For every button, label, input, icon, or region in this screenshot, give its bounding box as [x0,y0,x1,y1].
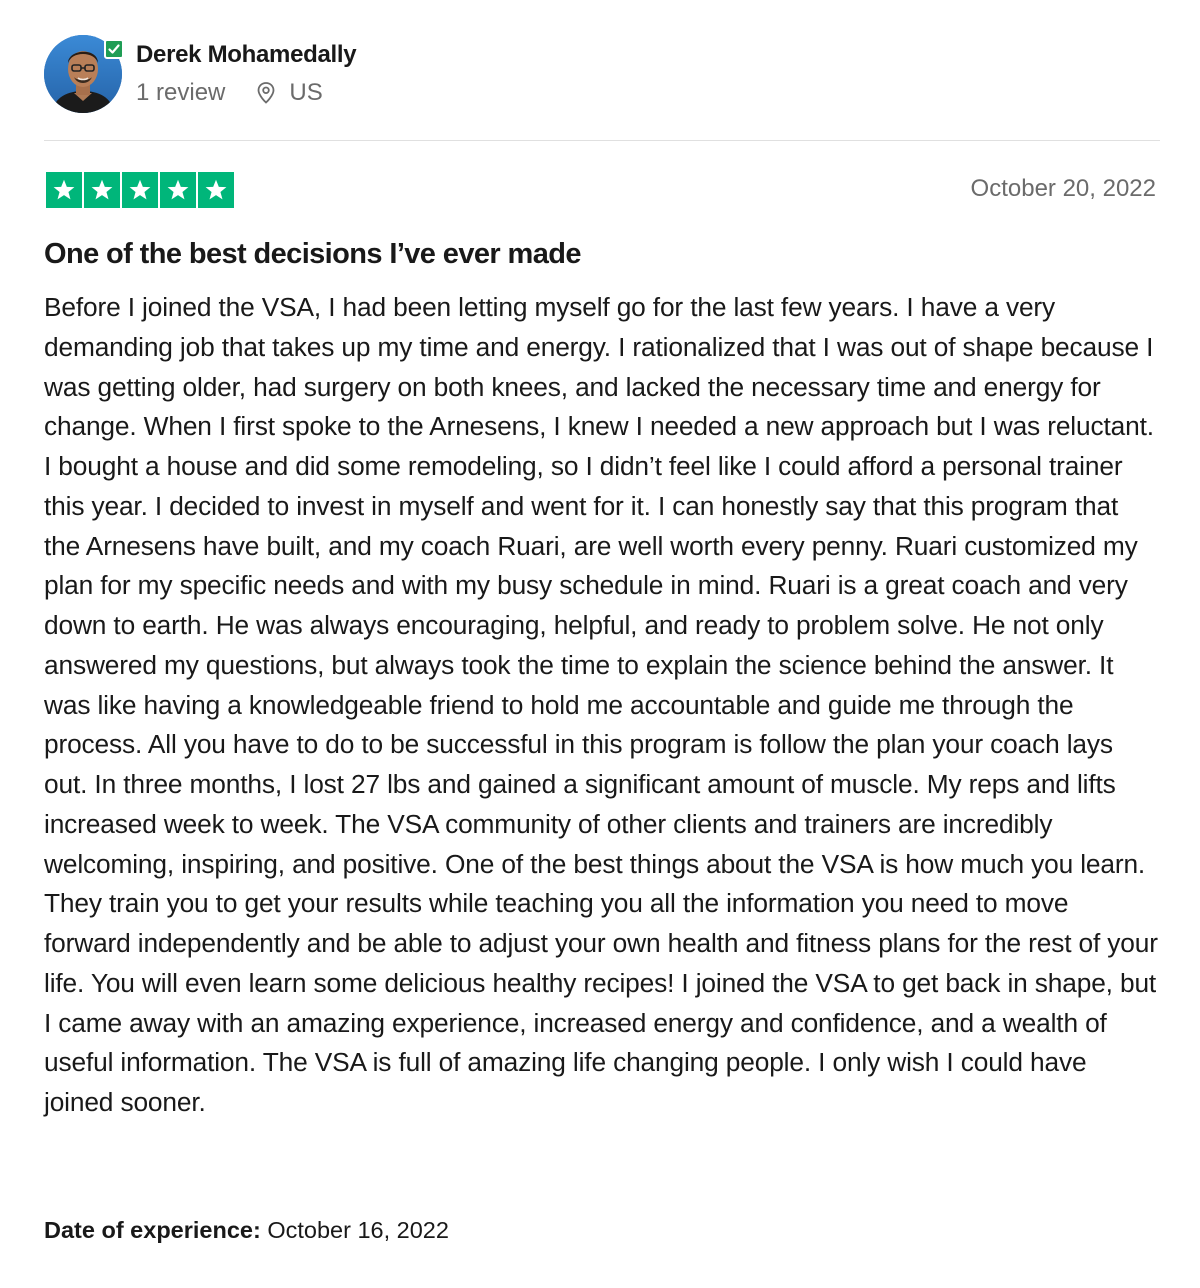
star-icon [160,172,196,208]
reviewer-name[interactable]: Derek Mohamedally [136,41,357,68]
review-title[interactable]: One of the best decisions I’ve ever made [44,238,581,270]
experience-label: Date of experience: [44,1217,261,1243]
star-icon [198,172,234,208]
star-icon [84,172,120,208]
review-body: Before I joined the VSA, I had been letting myself go for the last few years. I have a very demanding job that takes up my time and energy. I rationalized that I was out of shape because I was getting older, had surgery on both knees, and lacked the necessary time and energy for change. When I first spoke to the Arnesens, I knew I needed a new approach but I was reluctant. I bought a house and did some remodeling, so I didn’t feel like I could afford a personal trainer this year. I decided to invest in myself and went for it. I can honestly say that this program that the Arnesens have built, and my coach Ruari, are well worth every penny. Ruari customized my plan for my specific needs and with my busy schedule in mind. Ruari is a great coach and very down to earth. He was always encouraging, helpful, and ready to problem solve. He not only answered my questions, but always took the time to explain the science behind the answer. It was like having a knowledgeable friend to hold me accountable and guide me through the process. All you have to do to be successful in this program is follow the plan your coach lays out. In three months, I lost 27 lbs and gained a significant amount of muscle. My reps and lifts increased week to week. The VSA community of other clients and trainers are incredibly welcoming, inspiring, and positive. One of the best things about the VSA is how much you learn. They train you to get your results while teaching you all the information you need to move forward independently and be able to adjust your own health and fitness plans for the rest of your life. You will even learn some delicious healthy recipes! I joined the VSA to get back in shape, but I came away with an amazing experience, increased energy and confidence, and a wealth of useful information. The VSA is full of amazing life changing people. I only wish I could have joined sooner. [44,292,1158,1117]
divider [44,140,1160,141]
date-of-experience [44,1214,449,1246]
review-card [44,34,1160,1243]
reviewer-country: US [289,79,323,106]
star-icon [122,172,158,208]
star-icon [46,172,82,208]
experience-date: October 16, 2022 [267,1217,449,1243]
review-count: 1 review [136,79,226,106]
reviewer-header [44,34,1160,114]
avatar-container[interactable] [44,35,122,113]
reviewer-sub-meta [136,78,356,108]
star-rating [46,172,234,208]
verified-check-icon [104,39,124,59]
location-pin-icon [255,81,277,105]
rating-row [44,172,1160,208]
review-date: October 20, 2022 [970,175,1156,202]
reviewer-meta [136,40,356,108]
